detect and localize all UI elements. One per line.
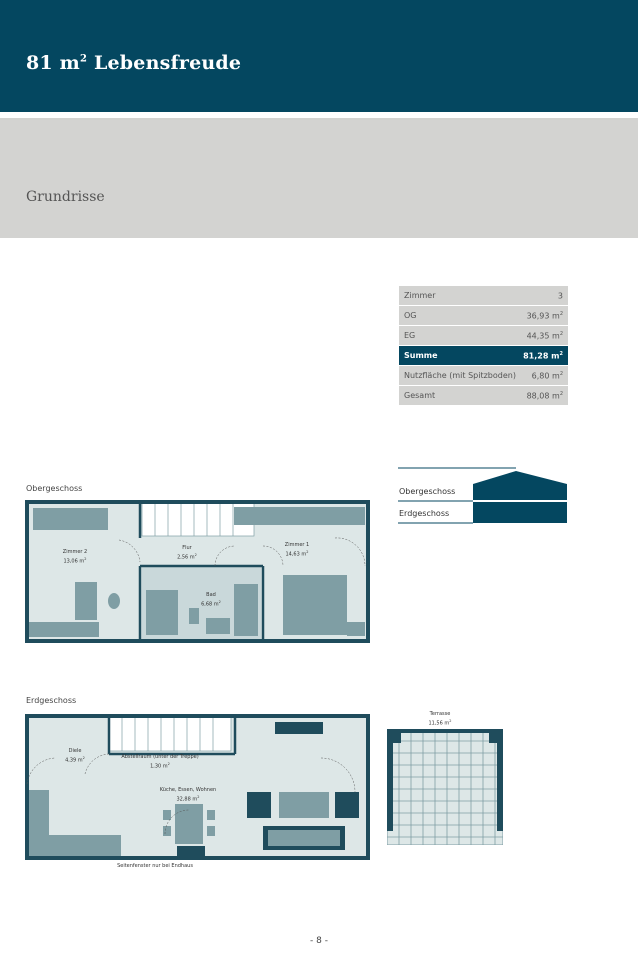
terrace-label: Terrasse 11,56 $m^2$: [428, 711, 452, 727]
area-row-nutzflaeche: Nutzfläche (mit Spitzboden) 6,80 $m^2$: [399, 366, 568, 385]
area-table: [399, 286, 568, 406]
obergeschoss-plan: [25, 500, 370, 643]
room-zimmer-1: Zimmer 1 14,63 $m^2$: [284, 542, 310, 558]
obergeschoss-heading: Obergeschoss: [26, 484, 83, 493]
legend-obergeschoss: Obergeschoss: [399, 487, 456, 496]
area-row-summe: Summe 81,28 $m^2$: [399, 346, 568, 365]
room-diele: Diele 4,39 $m^2$: [65, 748, 85, 764]
page-number: - 8 -: [310, 936, 328, 946]
room-zimmer-2: Zimmer 2 13,06 $m^2$: [62, 549, 88, 565]
area-row-gesamt: Gesamt 88,08 $m^2$: [399, 386, 568, 405]
header-bar: [0, 0, 638, 112]
room-kueche-essen-wohnen: Küche, Essen, Wohnen 32,88 $m^2$: [159, 787, 217, 803]
section-band: [0, 118, 638, 238]
room-flur: Flur 2,56 $m^2$: [177, 545, 197, 561]
area-row-og: OG 36,93 $m^2$: [399, 306, 568, 325]
endhaus-note: Seitenfenster nur bei Endhaus: [117, 863, 193, 869]
page-title: 81 $m^2$ Lebensfreude: [26, 52, 242, 74]
area-row-zimmer: Zimmer 3: [399, 286, 568, 305]
room-bad: Bad 6,68 $m^2$: [201, 592, 221, 608]
legend-erdgeschoss: Erdgeschoss: [399, 509, 450, 518]
room-abstellraum: Abstellraum (unter der Treppe) 1,30 $m^2$: [121, 754, 199, 770]
section-title: Grundrisse: [26, 189, 105, 205]
area-row-eg: EG 44,35 $m^2$: [399, 326, 568, 345]
erdgeschoss-heading: Erdgeschoss: [26, 696, 77, 705]
terrace-plan: [387, 729, 503, 845]
